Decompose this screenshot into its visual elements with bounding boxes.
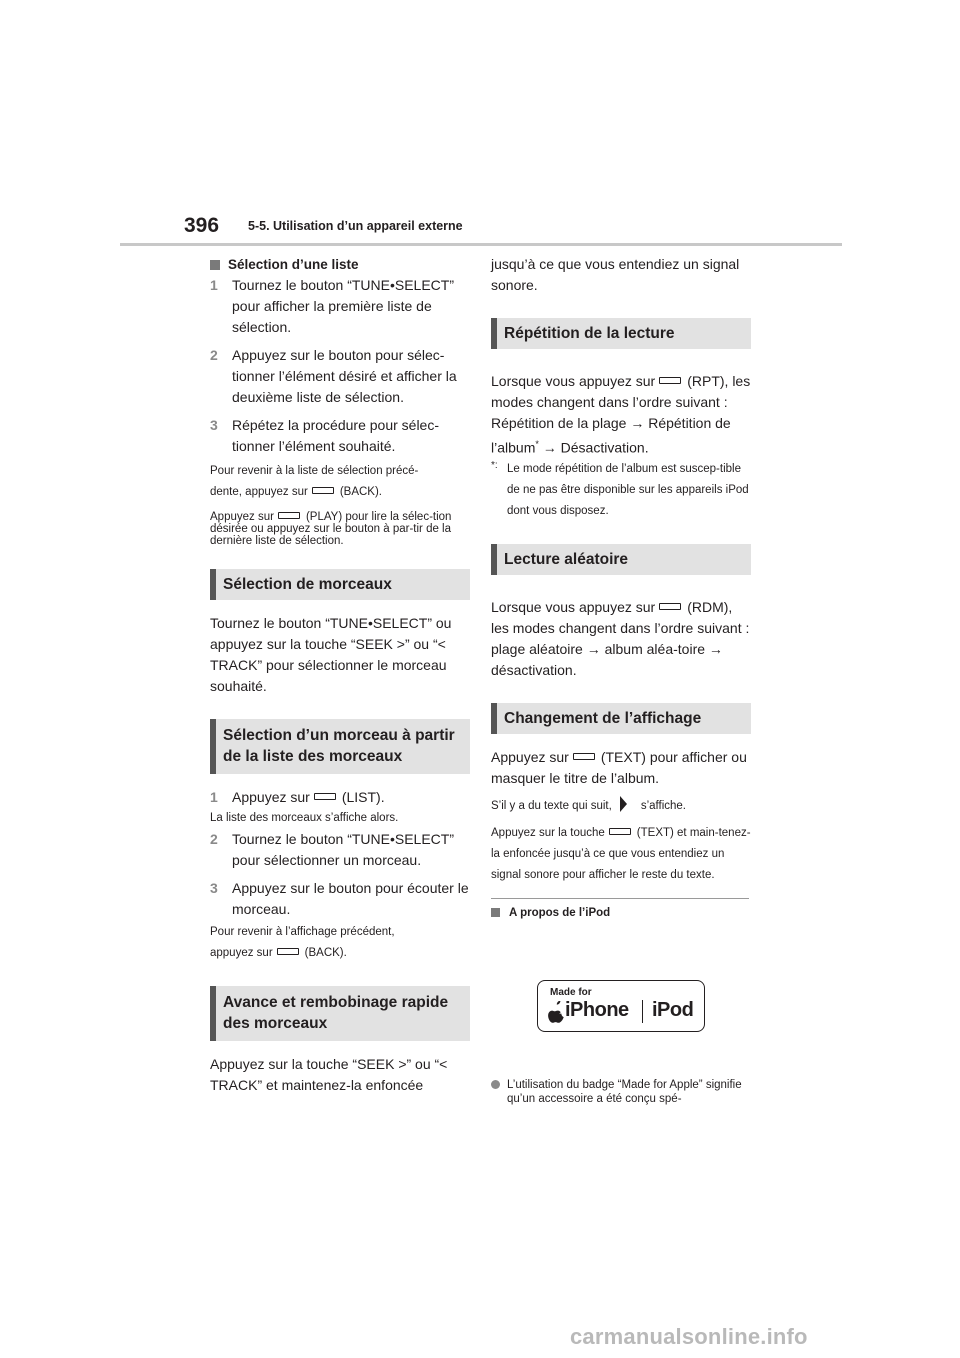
- key-icon: [277, 948, 299, 955]
- step-3: 3 Répétez la procédure pour sélec-tionner l’élément souhaité.: [210, 417, 440, 454]
- left-column: [210, 254, 470, 1096]
- badge-iphone: iPhone: [565, 999, 629, 1021]
- key-icon: [314, 793, 336, 800]
- chapter-title: 5-5. Utilisation d’un appareil externe: [248, 219, 463, 233]
- page-number: 396: [184, 214, 220, 237]
- display-text: Appuyez sur (TEXT) pour afficher ou masquer le titre de l’album.: [491, 748, 747, 786]
- repeat-footnote: *: Le mode répétition de l’album est suscep-tible de ne pas être disponible sur les appareils iPod dont vous disposez.: [491, 459, 749, 517]
- list-selection-heading: Sélection d’une liste: [210, 254, 470, 275]
- track-selection-text: Tournez le bouton “TUNE•SELECT” ou appuyez sur la touche “SEEK >” ou “< TRACK” pour sélectionner le morceau souhaité.: [210, 615, 452, 694]
- key-icon: [659, 603, 681, 610]
- step-2: 2 Appuyez sur le bouton pour sélec-tionner l’élément désiré et afficher la deuxième liste de sélection.: [210, 347, 457, 405]
- key-icon: [659, 377, 681, 384]
- note-hold-text: Appuyez sur la touche (TEXT) et main-tenez-la enfoncée jusqu’à ce que vous entendiez un signal sonore pour afficher le reste du texte.: [491, 826, 751, 881]
- header-rule: [120, 243, 842, 246]
- watermark: carmanualsonline.info: [570, 1324, 808, 1349]
- step-1: 1 Tournez le bouton “TUNE•SELECT” pour afficher la première liste de sélection.: [210, 277, 454, 335]
- list-step-3: 3 Appuyez sur le bouton pour écouter le morceau.: [210, 880, 469, 917]
- note-back-2: Pour revenir à l’affichage précédent, appuyez sur (BACK).: [210, 926, 395, 959]
- random-text: Lorsque vous appuyez sur (RDM), les modes changent dans l’ordre suivant : plage aléatoire → album aléa-toire → désactivation.: [491, 598, 750, 678]
- section-display: Changement de l’affichage: [491, 703, 751, 734]
- badge-made-for: Made for: [550, 987, 592, 998]
- list-step-1: 1 Appuyez sur (LIST).: [210, 789, 385, 805]
- key-icon: [573, 753, 595, 760]
- more-text-arrow-icon: [620, 796, 627, 812]
- repeat-text: Lorsque vous appuyez sur (RPT), les modes changent dans l’ordre suivant : Répétition de la plage → Répétition de l’album* → Désactivation.: [491, 373, 751, 456]
- right-column: [491, 254, 751, 924]
- section-repeat: Répétition de la lecture: [491, 318, 751, 349]
- list-item: L’utilisation du badge “Made for Apple” signifie qu’un accessoire a été conçu spé-: [491, 1078, 749, 1106]
- list-note: La liste des morceaux s’affiche alors.: [210, 812, 399, 824]
- square-bullet-icon: [210, 260, 220, 270]
- bullet-block: [491, 1078, 749, 1106]
- made-for-badge: [537, 980, 705, 1032]
- square-bullet-icon: [491, 908, 500, 917]
- section-track-selection: Sélection de morceaux: [210, 569, 470, 600]
- key-icon: [609, 828, 631, 835]
- section-random: Lecture aléatoire: [491, 544, 751, 575]
- fast-forward-text: Appuyez sur la touche “SEEK >” ou “< TRACK” et maintenez-la enfoncée: [210, 1056, 448, 1093]
- badge-separator: [642, 1000, 643, 1023]
- key-icon: [312, 487, 334, 494]
- note-more-text: S’il y a du texte qui suit, s’affiche.: [491, 796, 751, 817]
- section-track-from-list: Sélection d’un morceau à partir de la liste des morceaux: [210, 719, 470, 774]
- badge-ipod: iPod: [652, 999, 694, 1021]
- continued-text: jusqu’à ce que vous entendiez un signal sonore.: [491, 256, 740, 293]
- list-step-2: 2 Tournez le bouton “TUNE•SELECT” pour sélectionner un morceau.: [210, 831, 454, 868]
- bullet-dot-icon: [491, 1080, 500, 1089]
- note-back: Pour revenir à la liste de sélection précé- dente, appuyez sur (BACK).: [210, 465, 419, 498]
- section-fast-forward: Avance et rembobinage rapide des morceaux: [210, 986, 470, 1041]
- key-icon: [278, 512, 300, 519]
- apple-logo-icon: [548, 1001, 564, 1023]
- note-play: Appuyez sur (PLAY) pour lire la sélec-tion désirée ou appuyez sur le bouton à par-tir de la dernière liste de sélection.: [210, 511, 452, 547]
- about-ipod-heading: A propos de l’iPod: [491, 903, 751, 924]
